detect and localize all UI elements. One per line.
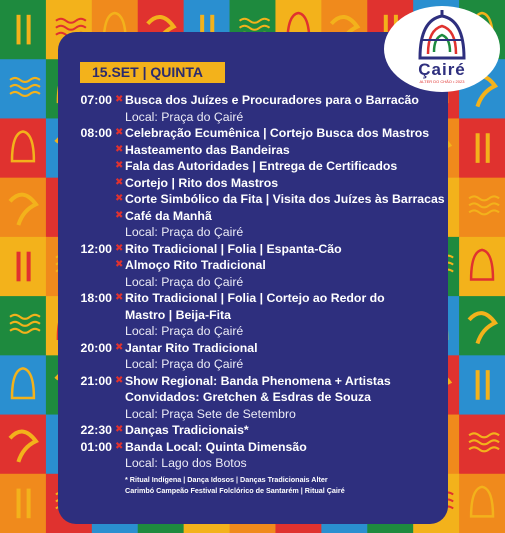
event-title: Almoço Rito Tradicional	[125, 258, 266, 272]
bullet-x-icon: ✖	[115, 341, 124, 353]
pattern-tile	[459, 237, 505, 297]
pattern-tile	[0, 0, 46, 60]
event-title: Danças Tradicionais*	[125, 423, 249, 437]
pattern-tile	[0, 178, 46, 238]
bullet-x-icon: ✖	[115, 424, 124, 435]
bullet-x-icon: ✖	[115, 374, 124, 386]
bullet-x-icon: ✖	[115, 193, 124, 204]
event-location: Local: Praça do Çairé	[125, 357, 244, 371]
event-time: 12:00	[80, 241, 112, 256]
event-location: Local: Praça Sete de Setembro	[125, 406, 296, 421]
schedule-row	[78, 175, 448, 192]
schedule-row	[78, 290, 448, 307]
bullet-x-icon: ✖	[115, 160, 124, 171]
dome-icon	[384, 6, 500, 62]
event-location: Local: Praça do Çairé	[125, 109, 244, 124]
event-title: Celebração Ecumênica | Cortejo Busca dos Mastros	[125, 126, 430, 140]
bars-motif	[486, 133, 490, 163]
schedule-row	[78, 389, 448, 406]
pattern-tile	[459, 355, 505, 415]
event-title: Hasteamento das Bandeiras	[125, 142, 290, 157]
pattern-tile	[459, 296, 505, 356]
bars-motif	[486, 370, 490, 400]
schedule-row	[78, 125, 448, 142]
bullet-x-icon: ✖	[115, 127, 124, 138]
pattern-tile	[459, 118, 505, 178]
pattern-tile	[459, 474, 505, 533]
event-time: 08:00	[80, 126, 112, 140]
schedule-row	[78, 323, 448, 340]
pattern-tile	[0, 118, 46, 178]
bullet-x-icon: ✖	[115, 440, 124, 452]
event-title: Rito Tradicional | Folia | Cortejo ao Redor do	[125, 291, 385, 305]
schedule-row	[78, 274, 448, 291]
schedule-row	[78, 92, 448, 109]
bullet-x-icon: ✖	[115, 242, 124, 254]
schedule-row	[78, 109, 448, 126]
bars-motif	[476, 370, 480, 400]
event-title: Fala das Autoridades | Entrega de Certificados	[125, 159, 398, 173]
event-title: Café da Manhã	[125, 208, 212, 223]
bullet-x-icon: ✖	[115, 292, 124, 303]
footnote	[125, 475, 425, 496]
bullet-x-icon: ✖	[115, 176, 124, 188]
event-title: Rito Tradicional | Folia | Espanta-Cão	[125, 241, 342, 256]
event-location: Local: Praça do Çairé	[125, 274, 244, 289]
cairé-logo	[384, 6, 500, 92]
bars-motif	[27, 489, 31, 519]
bars-motif	[27, 15, 31, 45]
event-title: Jantar Rito Tradicional	[125, 340, 258, 355]
bars-motif	[17, 252, 21, 282]
pattern-tile	[0, 415, 46, 475]
schedule-row	[78, 208, 448, 225]
schedule-row	[78, 455, 448, 472]
schedule-row	[78, 422, 448, 439]
event-location: Local: Praça do Çairé	[125, 225, 244, 239]
schedule-row	[78, 257, 448, 274]
event-title: Corte Simbólico da Fita | Visita dos Juízes às Barracas	[125, 192, 445, 206]
event-time: 07:00	[80, 93, 112, 107]
event-time: 18:00	[80, 291, 112, 305]
schedule-row	[78, 224, 448, 241]
logo-title: Çairé	[418, 60, 466, 79]
date-tag: 15.SET | QUINTA	[80, 62, 225, 83]
schedule-row	[78, 307, 448, 324]
event-title: Show Regional: Banda Phenomena + Artistas	[125, 373, 391, 388]
schedule-list	[78, 92, 448, 472]
event-title: Convidados: Gretchen & Esdras de Souza	[125, 390, 371, 404]
event-title: Mastro | Beija-Fita	[125, 307, 231, 322]
event-time: 01:00	[80, 439, 112, 454]
bullet-x-icon: ✖	[115, 209, 124, 221]
schedule-row	[78, 241, 448, 258]
bullet-x-icon: ✖	[115, 143, 124, 155]
schedule-row	[78, 373, 448, 390]
bars-motif	[27, 252, 31, 282]
bullet-x-icon: ✖	[115, 259, 124, 270]
event-title: Banda Local: Quinta Dimensão	[125, 439, 307, 454]
pattern-tile	[0, 474, 46, 533]
event-time: 21:00	[80, 373, 112, 388]
event-location: Local: Lago dos Botos	[125, 456, 247, 470]
schedule-row	[78, 191, 448, 208]
schedule-row	[78, 439, 448, 456]
schedule-row	[78, 406, 448, 423]
bars-motif	[476, 133, 480, 163]
bars-motif	[17, 489, 21, 519]
event-time: 22:30	[80, 423, 112, 437]
schedule-row	[78, 340, 448, 357]
schedule-row	[78, 158, 448, 175]
footnote-line-1: * Ritual Indígena | Dança Idosos | Danças Tradicionais Alter	[125, 475, 328, 484]
bars-motif	[17, 15, 21, 45]
event-location: Local: Praça do Çairé	[125, 324, 244, 338]
schedule-row	[78, 356, 448, 373]
bullet-x-icon: ✖	[115, 94, 124, 105]
logo-subtitle: ALTER DO CHÃO • 2023	[419, 79, 465, 84]
footnote-line-2: Carimbó Campeão Festival Folclórico de Santarém | Ritual Çairé	[125, 485, 345, 495]
pattern-tile	[0, 237, 46, 297]
pattern-tile	[0, 355, 46, 415]
event-title: Cortejo | Rito dos Mastros	[125, 175, 279, 190]
event-time: 20:00	[80, 340, 112, 355]
schedule-row	[78, 142, 448, 159]
event-title: Busca dos Juízes e Procuradores para o Barracão	[125, 93, 419, 107]
